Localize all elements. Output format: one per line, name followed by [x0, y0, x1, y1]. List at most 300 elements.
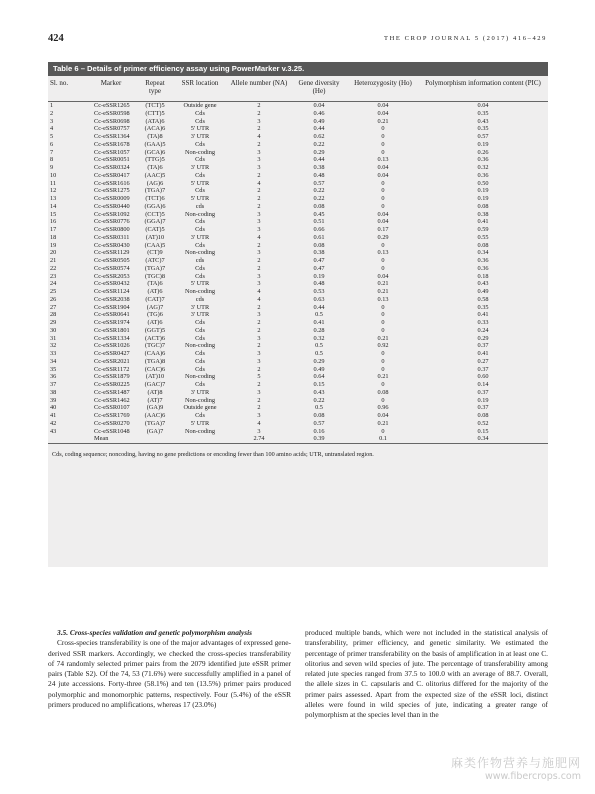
- table-cell: 3: [257, 334, 261, 342]
- table-cell: 0.43: [313, 388, 325, 396]
- table-row: [48, 195, 548, 203]
- table-cell: 0.32: [313, 334, 325, 342]
- table-cell: 0: [381, 140, 385, 148]
- table-row: [48, 288, 548, 296]
- table-cell: 0.38: [313, 164, 325, 172]
- table-cell: Cds: [195, 109, 205, 117]
- table-row: [48, 397, 548, 405]
- table-cell: 23: [50, 272, 57, 280]
- table-cell: Non-coding: [184, 210, 216, 218]
- table-cell: 0.08: [313, 412, 325, 420]
- table-cell: Cc-eSSR0757: [94, 125, 130, 133]
- table-cell: 0.5: [315, 350, 323, 358]
- table-row: [48, 211, 548, 219]
- table-cell: 0.21: [377, 419, 389, 427]
- table-cell: 2: [257, 202, 261, 210]
- table-cell: 0.66: [313, 226, 325, 234]
- table-row: [48, 319, 548, 327]
- table-cell: Non-coding: [184, 427, 216, 435]
- table-cell: 3: [257, 388, 261, 396]
- table-row: [48, 133, 548, 141]
- table-cell: (GAA)5: [144, 140, 166, 148]
- table-cell: Cds: [195, 381, 205, 389]
- table-cell: 3: [257, 280, 261, 288]
- col-header: Sl. no.: [50, 79, 69, 87]
- table-cell: 2: [257, 195, 261, 203]
- table-cell: 0: [381, 187, 385, 195]
- table-cell: 24: [50, 280, 57, 288]
- table-cell: Cc-eSSR1275: [94, 187, 130, 195]
- table-cell: 0: [381, 350, 385, 358]
- table-cell: 0.37: [477, 342, 489, 350]
- table-cell: 42: [50, 419, 57, 427]
- table-cell: 0.49: [313, 117, 325, 125]
- table-cell: 0.04: [377, 272, 389, 280]
- table-cell: Cc-eSSR2053: [94, 272, 130, 280]
- table-cell: Cc-eSSR1172: [94, 365, 130, 373]
- table-cell: 0.04: [377, 102, 389, 110]
- table-cell: 0.19: [477, 396, 489, 404]
- table-cell: Cc-eSSR0051: [94, 156, 130, 164]
- table-cell: cds: [195, 202, 205, 210]
- table-cell: Cc-eSSR0107: [94, 404, 130, 412]
- table-cell: 3' UTR: [190, 311, 210, 319]
- watermark-url: www.fibercrops.com: [484, 771, 581, 782]
- table-cell: 0.19: [477, 195, 489, 203]
- table-cell: 0.29: [313, 148, 325, 156]
- table-cell: 0.60: [477, 373, 489, 381]
- table-cell: 0.47: [313, 264, 325, 272]
- table-cell: 0.62: [313, 133, 325, 141]
- table-row: [48, 265, 548, 273]
- table-cell: 0.44: [313, 303, 325, 311]
- table-cell: 0.38: [313, 249, 325, 257]
- table-cell: 21: [50, 257, 57, 265]
- table-cell: 22: [50, 264, 57, 272]
- table-cell: 0.59: [477, 226, 489, 234]
- table-cell: 0.41: [477, 218, 489, 226]
- table-cell: 0.57: [477, 133, 489, 141]
- table-cell: cds: [195, 257, 205, 265]
- table-row: [48, 110, 548, 118]
- table-cell: Cc-eSSR1092: [94, 210, 130, 218]
- table-cell: Cds: [195, 319, 205, 327]
- table-cell: 0.41: [477, 350, 489, 358]
- table-cell: 3: [257, 156, 261, 164]
- mean-diversity: 0.39: [313, 435, 325, 443]
- table-cell: Cc-eSSR0270: [94, 419, 130, 427]
- table-cell: 3: [257, 357, 261, 365]
- running-header: [48, 33, 547, 47]
- table-cell: (CAA)6: [144, 350, 166, 358]
- table-cell: 0.29: [477, 334, 489, 342]
- table-cell: (ACT)6: [145, 334, 165, 342]
- table-cell: 0.24: [477, 326, 489, 334]
- table-cell: 0: [381, 264, 385, 272]
- table-cell: 0.22: [313, 187, 325, 195]
- table-cell: Cc-eSSR1487: [94, 388, 130, 396]
- table-cell: 3: [257, 164, 261, 172]
- table-cell: 3: [257, 350, 261, 358]
- table-cell: 2: [257, 241, 261, 249]
- table-row: [48, 428, 548, 436]
- table-cell: 0.21: [377, 288, 389, 296]
- table-row: [48, 257, 548, 265]
- table-cell: 0.5: [315, 404, 323, 412]
- table-cell: 0: [381, 303, 385, 311]
- table-cell: 27: [50, 303, 57, 311]
- table-cell: 0: [381, 202, 385, 210]
- table-cell: Cc-eSSR0776: [94, 218, 130, 226]
- col-header: Heterozygosity (Ho): [354, 79, 412, 87]
- table-cell: (CAA)5: [144, 241, 166, 249]
- table-cell: 0.04: [377, 218, 389, 226]
- table-cell: Cc-eSSR0432: [94, 280, 130, 288]
- table-row: [48, 156, 548, 164]
- table-cell: Cc-eSSR2021: [94, 357, 130, 365]
- table-cell: 0.21: [377, 117, 389, 125]
- table-row: [48, 226, 548, 234]
- table-cell: 2: [257, 326, 261, 334]
- table-cell: 29: [50, 319, 57, 327]
- table-cell: 0: [381, 148, 385, 156]
- table-cell: Cc-eSSR0427: [94, 350, 130, 358]
- table-cell: 0.57: [313, 179, 325, 187]
- table-cell: (CAC)6: [144, 365, 166, 373]
- table-cell: 2: [257, 125, 261, 133]
- col-header: Allele number (NA): [230, 79, 288, 87]
- table-cell: (TCT)6: [145, 195, 165, 203]
- table-cell: 0.18: [477, 272, 489, 280]
- table-cell: 0.34: [477, 249, 489, 257]
- table-cell: 0.43: [477, 280, 489, 288]
- table-cell: 0.22: [313, 396, 325, 404]
- table-cell: (GA)9: [146, 404, 164, 412]
- table-cell: 2: [257, 404, 261, 412]
- table-cell: 2: [257, 257, 261, 265]
- table-cell: 4: [257, 295, 261, 303]
- table-cell: 0.19: [477, 140, 489, 148]
- table-cell: 0.47: [313, 257, 325, 265]
- table-row: [48, 203, 548, 211]
- table-cell: Cc-eSSR1616: [94, 179, 130, 187]
- table-cell: 0.04: [377, 210, 389, 218]
- table-cell: Cds: [195, 218, 205, 226]
- table-cell: (GAC)7: [144, 381, 166, 389]
- table-cell: Cc-eSSR1974: [94, 319, 130, 327]
- table-cell: 25: [50, 288, 57, 296]
- table-cell: 34: [50, 357, 57, 365]
- table-row: [48, 164, 548, 172]
- primer-efficiency-table: [48, 76, 548, 463]
- watermark-text: 麻类作物营养与施肥网: [450, 756, 581, 770]
- table-cell: Cds: [195, 272, 205, 280]
- table-cell: 2: [257, 303, 261, 311]
- table-cell: 0.48: [313, 280, 325, 288]
- table-cell: 0.04: [313, 102, 325, 110]
- table-cell: (CAT)7: [145, 295, 165, 303]
- table-cell: 0.21: [377, 334, 389, 342]
- table-cell: 0.04: [377, 164, 389, 172]
- table-cell: 20: [50, 249, 57, 257]
- table-row: [48, 358, 548, 366]
- table-cell: 0.27: [477, 357, 489, 365]
- table-cell: 0: [381, 257, 385, 265]
- table-cell: 0.63: [313, 295, 325, 303]
- table-cell: 37: [50, 381, 57, 389]
- table-cell: Cds: [195, 156, 205, 164]
- table-cell: 4: [257, 233, 261, 241]
- table-cell: (GGA)6: [144, 202, 166, 210]
- table-cell: 3' UTR: [190, 133, 210, 141]
- table-cell: 0.35: [477, 303, 489, 311]
- table-cell: 0.50: [477, 179, 489, 187]
- table-cell: (CCT)5: [145, 210, 165, 218]
- table-cell: (TTG)5: [145, 156, 165, 164]
- table-cell: 30: [50, 326, 57, 334]
- table-row: [48, 327, 548, 335]
- table-cell: 2: [257, 109, 261, 117]
- table-cell: 0.37: [477, 365, 489, 373]
- table-cell: 0.46: [313, 109, 325, 117]
- table-cell: 2: [257, 381, 261, 389]
- table-cell: 0: [381, 195, 385, 203]
- table-cell: 9: [50, 164, 54, 172]
- table-cell: 0.33: [477, 319, 489, 327]
- table-cell: 3: [257, 226, 261, 234]
- table-cell: 0.38: [477, 210, 489, 218]
- table-cell: 15: [50, 210, 57, 218]
- table-cell: 3' UTR: [190, 388, 210, 396]
- table-cell: 0.44: [313, 125, 325, 133]
- table-6: [48, 62, 548, 567]
- table-cell: 3' UTR: [190, 233, 210, 241]
- table-cell: 12: [50, 187, 57, 195]
- table-cell: 28: [50, 311, 57, 319]
- table-cell: 6: [50, 140, 54, 148]
- table-cell: (GCA)6: [144, 148, 166, 156]
- table-cell: (AAC)6: [144, 412, 166, 420]
- table-cell: 0.22: [313, 195, 325, 203]
- table-cell: 7: [50, 148, 54, 156]
- table-cell: Cc-eSSR1048: [94, 427, 130, 435]
- table-row: [48, 249, 548, 257]
- table-cell: 0.14: [477, 381, 489, 389]
- table-cell: 3: [257, 311, 261, 319]
- table-cell: 5' UTR: [190, 125, 210, 133]
- table-cell: 0.44: [313, 156, 325, 164]
- table-cell: Non-coding: [184, 396, 216, 404]
- table-cell: 0.19: [477, 187, 489, 195]
- table-cell: (TGA)8: [144, 357, 166, 365]
- table-cell: 0.04: [377, 171, 389, 179]
- table-cell: 0.13: [377, 249, 389, 257]
- table-row: [48, 389, 548, 397]
- table-cell: 16: [50, 218, 57, 226]
- table-cell: 0.21: [377, 373, 389, 381]
- table-cell: 3: [257, 148, 261, 156]
- table-cell: 0: [381, 365, 385, 373]
- table-cell: 0.51: [313, 218, 325, 226]
- table-cell: 0: [381, 396, 385, 404]
- table-cell: 4: [257, 179, 261, 187]
- table-cell: Cds: [195, 171, 205, 179]
- table-cell: 0.52: [477, 419, 489, 427]
- table-cell: 0.36: [477, 264, 489, 272]
- table-cell: 0.55: [477, 233, 489, 241]
- table-cell: 0: [381, 241, 385, 249]
- table-cell: 0: [381, 381, 385, 389]
- table-cell: 2: [50, 109, 54, 117]
- table-cell: 0: [381, 133, 385, 141]
- table-cell: (TCT)5: [145, 102, 165, 110]
- table-cell: Cc-eSSR0009: [94, 195, 130, 203]
- table-cell: 0.37: [477, 404, 489, 412]
- table-cell: (TGA)7: [144, 419, 166, 427]
- table-cell: 10: [50, 171, 57, 179]
- table-cell: Cc-eSSR1364: [94, 133, 130, 141]
- table-cell: 0: [381, 319, 385, 327]
- table-cell: (GGT)5: [144, 326, 166, 334]
- table-cell: Cds: [195, 226, 205, 234]
- table-title: Table 6 – Details of primer efficiency assay using PowerMarker v.3.25.: [48, 62, 548, 76]
- table-row: [48, 311, 548, 319]
- table-cell: Non-coding: [184, 373, 216, 381]
- table-cell: 0.49: [313, 365, 325, 373]
- table-cell: 40: [50, 404, 57, 412]
- table-row: [48, 172, 548, 180]
- table-cell: 2: [257, 396, 261, 404]
- table-cell: 0.35: [477, 109, 489, 117]
- table-cell: Non-coding: [184, 148, 216, 156]
- table-row: [48, 373, 548, 381]
- table-cell: 3: [257, 427, 261, 435]
- table-cell: 31: [50, 334, 57, 342]
- table-cell: 3: [257, 272, 261, 280]
- table-cell: Cc-eSSR1129: [94, 249, 130, 257]
- table-cell: Cc-eSSR0641: [94, 311, 130, 319]
- table-cell: 0.08: [477, 241, 489, 249]
- table-cell: 39: [50, 396, 57, 404]
- table-cell: 0.08: [477, 202, 489, 210]
- mean-allele: 2.74: [253, 435, 265, 443]
- table-cell: 0.04: [477, 102, 489, 110]
- table-row: [48, 280, 548, 288]
- table-cell: Cc-eSSR0574: [94, 264, 130, 272]
- table-cell: Cc-eSSR1769: [94, 412, 130, 420]
- table-cell: 3: [257, 249, 261, 257]
- table-cell: Outside gene: [183, 404, 217, 412]
- table-cell: 5' UTR: [190, 195, 210, 203]
- table-cell: 2: [257, 264, 261, 272]
- col-header: Repeat type: [145, 79, 165, 95]
- table-cell: Cc-eSSR0430: [94, 241, 130, 249]
- table-cell: (TGA)7: [144, 264, 166, 272]
- table-cell: Cc-eSSR0698: [94, 117, 130, 125]
- table-row: [48, 102, 548, 110]
- table-cell: 0.15: [477, 427, 489, 435]
- table-cell: 5' UTR: [190, 280, 210, 288]
- table-cell: Cc-eSSR1124: [94, 288, 130, 296]
- table-cell: 2: [257, 342, 261, 350]
- table-cell: 5: [257, 373, 261, 381]
- table-cell: 2: [257, 171, 261, 179]
- left-column: [48, 628, 291, 710]
- table-cell: (AT)10: [145, 233, 165, 241]
- table-cell: 35: [50, 365, 57, 373]
- table-cell: 0.19: [313, 272, 325, 280]
- table-cell: 0.64: [313, 373, 325, 381]
- table-row: [48, 234, 548, 242]
- col-header: Marker: [100, 79, 122, 87]
- table-cell: Outside gene: [183, 102, 217, 110]
- table-cell: cds: [195, 295, 205, 303]
- table-cell: 0.21: [377, 280, 389, 288]
- table-cell: Cc-eSSR0440: [94, 202, 130, 210]
- right-column: produced multiple bands, which were not included in the statistical analysis of transferability, primer efficiency, and genetic similarity. We estimated the percentage of primer transferability on the basis of amplification in at least one C. olitorius and seven wild species of jute. The percentage of transferability among related jute species ranged from 37.5 to 100.0 with an average of 88.7. Overall, the allele sizes in C. capsularis and C. olitorius differed for the majority of the primer pairs assessed. Apart from the expected size of the eSSR loci, distinct alleles were found in wild species of jute, indicating a greater range of polymorphism at the species level than in the: [305, 628, 548, 720]
- table-row: [48, 381, 548, 389]
- mean-label: Mean: [94, 435, 109, 443]
- table-cell: 0.29: [313, 357, 325, 365]
- table-cell: 0.08: [313, 202, 325, 210]
- table-row: [48, 366, 548, 374]
- table-cell: 0.08: [477, 412, 489, 420]
- table-row: [48, 141, 548, 149]
- table-body: [48, 102, 548, 436]
- table-cell: Cc-eSSR1462: [94, 396, 130, 404]
- watermark: [451, 754, 581, 782]
- table-cell: 38: [50, 388, 57, 396]
- table-cell: (ACA)6: [144, 125, 166, 133]
- table-cell: 1: [50, 102, 54, 110]
- table-footnote: Cds, coding sequence; noncoding, having no gene predictions or encoding fewer than 100 amino acids; UTR, untranslated region.: [48, 444, 548, 463]
- table-cell: 0.45: [313, 210, 325, 218]
- table-row: [48, 304, 548, 312]
- table-cell: 0: [381, 125, 385, 133]
- table-cell: (ATC)7: [145, 257, 165, 265]
- table-cell: (TG)6: [147, 311, 163, 319]
- table-cell: Non-coding: [184, 288, 216, 296]
- table-row: [48, 180, 548, 188]
- table-cell: 0.26: [477, 148, 489, 156]
- table-cell: 0.16: [313, 427, 325, 435]
- mean-pic: 0.34: [477, 435, 489, 443]
- table-cell: 2: [257, 365, 261, 373]
- table-cell: 0: [381, 357, 385, 365]
- table-cell: 0.48: [313, 171, 325, 179]
- table-cell: 0.08: [377, 388, 389, 396]
- table-cell: (GGA)7: [144, 218, 166, 226]
- table-cell: Cc-eSSR1334: [94, 334, 130, 342]
- table-cell: 4: [257, 288, 261, 296]
- table-cell: Cds: [195, 140, 205, 148]
- table-cell: 0.37: [477, 388, 489, 396]
- table-cell: (AT)10: [145, 373, 165, 381]
- table-cell: 0.04: [377, 412, 389, 420]
- table-cell: (TGC)8: [145, 272, 165, 280]
- table-row: [48, 273, 548, 281]
- table-row: [48, 187, 548, 195]
- table-cell: Cds: [195, 350, 205, 358]
- table-cell: 0.28: [313, 326, 325, 334]
- table-row: [48, 335, 548, 343]
- table-cell: (TGA)7: [144, 187, 166, 195]
- table-cell: Cds: [195, 334, 205, 342]
- col-header: SSR location: [181, 79, 219, 87]
- table-cell: 0.32: [477, 164, 489, 172]
- table-cell: 32: [50, 342, 57, 350]
- table-cell: Cds: [195, 117, 205, 125]
